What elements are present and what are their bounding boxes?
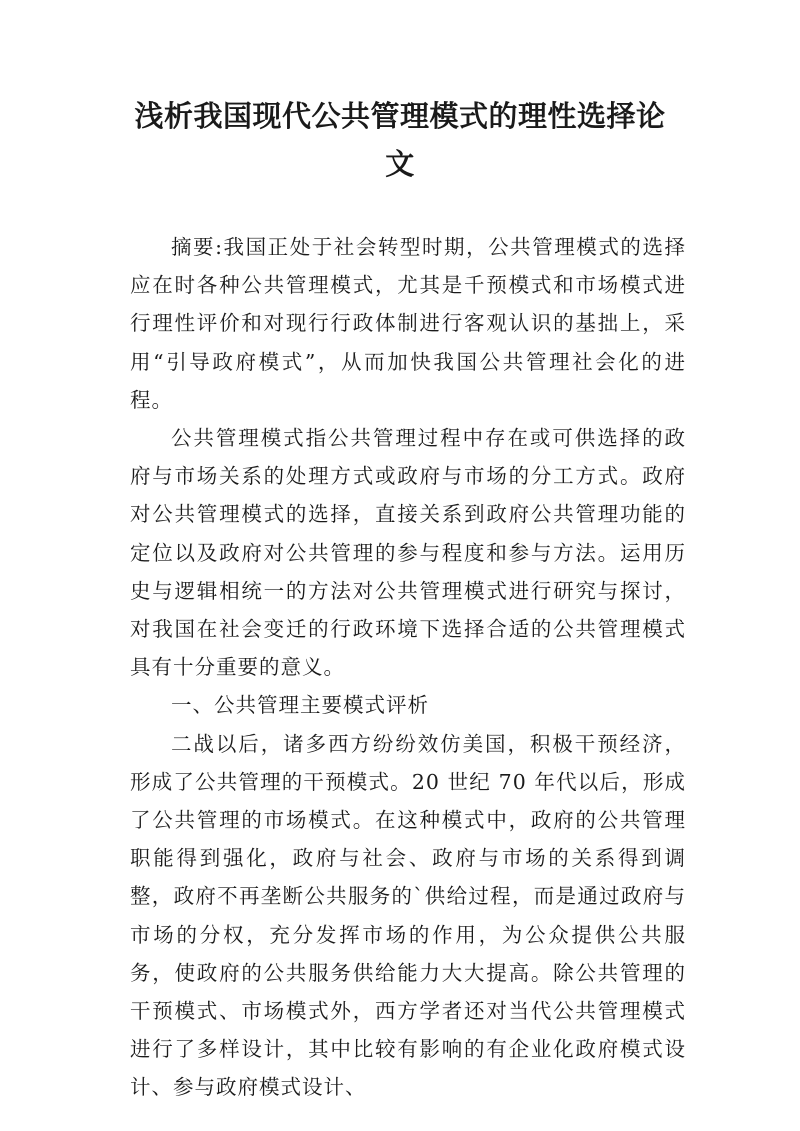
- document-title: 浅析我国现代公共管理模式的理性选择论文: [134, 99, 666, 181]
- intro-paragraph: 公共管理模式指公共管理过程中存在或可供选择的政府与市场关系的处理方式或政府与市场的分工方式。政府对公共管理模式的选择，直接关系到政府公共管理功能的定位以及政府对公共管理的参与程度和参与方法。运用历史与逻辑相统一的方法对公共管理模式进行研究与探讨，对我国在社会变迁的行政环境下选择合适的公共管理模式具有十分重要的意义。: [130, 426, 686, 680]
- section-paragraph: 二战以后，诸多西方纷纷效仿美国，积极干预经济，形成了公共管理的干预模式。20 世纪 70 年代以后，形成了公共管理的市场模式。在这种模式中，政府的公共管理职能得到强化，政府与社会、政府与市场的关系得到调整，政府不再垄断公共服务的`供给过程，而是通过政府与市场的分权，充分发挥市场的作用，为公众提供公共服务，使政府的公共服务供给能力大大提高。除公共管理的干预模式、市场模式外，西方学者还对当代公共管理模式进行了多样设计，其中比较有影响的有企业化政府模式设计、参与政府模式设计、: [130, 731, 686, 1100]
- document-body: [130, 228, 686, 1107]
- section-heading: 一、公共管理主要模式评析: [171, 693, 429, 718]
- abstract-paragraph: 摘要:我国正处于社会转型时期，公共管理模式的选择应在时各种公共管理模式，尤其是千预模式和市场模式进行理性评价和对现行行政体制进行客观认识的基拙上，采用“引导政府模式”，从而加快我国公共管理社会化的进程。: [130, 235, 686, 412]
